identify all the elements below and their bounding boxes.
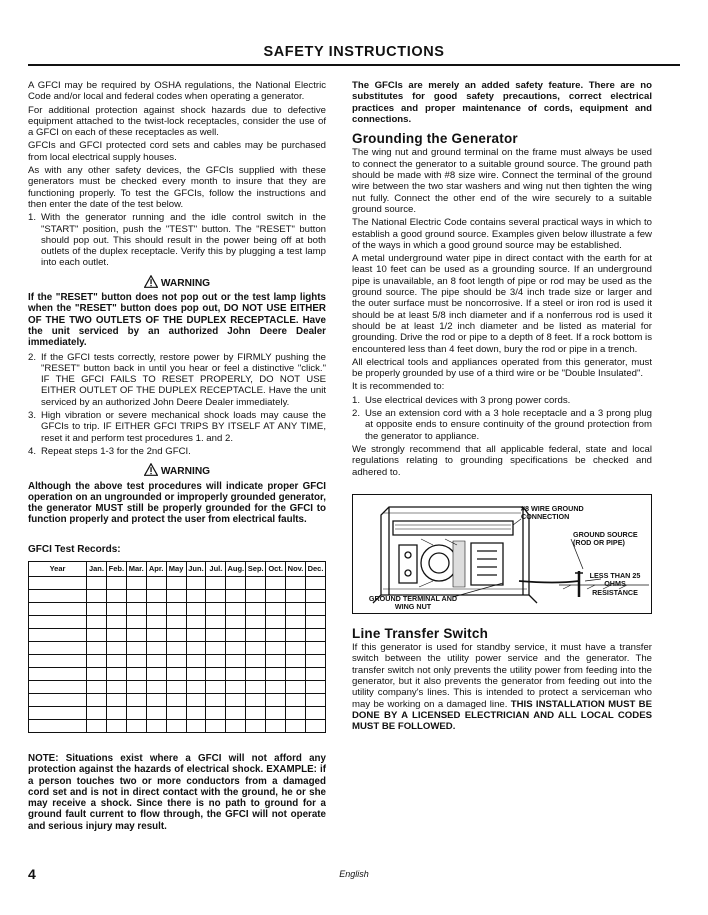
paragraph-transfer: If this generator is used for standby service, it must have a transfer switch between the utility power service and the generator. The transfer switch not only prevents the utility power from feeding into the generator, but it also prevents the generator from feeding out into the utility company's lines. This is intended to protect a serviceman who may be working on a damaged line. THIS INSTALLATION MUST BE DONE BY A LICENSED ELECTRICIAN AND ALL LOCAL CODES MUST BE FOLLOWED.: [352, 642, 652, 733]
record-cell[interactable]: [206, 615, 226, 628]
record-cell[interactable]: [29, 615, 87, 628]
column-header: Jul.: [206, 561, 226, 576]
record-cell[interactable]: [87, 719, 107, 732]
record-cell[interactable]: [29, 576, 87, 589]
record-cell[interactable]: [226, 706, 246, 719]
record-cell[interactable]: [286, 602, 306, 615]
record-cell[interactable]: [29, 693, 87, 706]
table-row: [29, 641, 326, 654]
record-cell[interactable]: [305, 667, 325, 680]
record-cell[interactable]: [206, 641, 226, 654]
record-cell[interactable]: [246, 693, 266, 706]
record-cell[interactable]: [87, 706, 107, 719]
record-cell[interactable]: [126, 667, 146, 680]
page-number: 4: [28, 866, 36, 882]
record-cell[interactable]: [126, 680, 146, 693]
record-cell[interactable]: [166, 589, 186, 602]
record-cell[interactable]: [166, 576, 186, 589]
record-cell[interactable]: [286, 628, 306, 641]
record-cell[interactable]: [146, 667, 166, 680]
title-rule: [28, 64, 680, 66]
test-steps-list: [28, 212, 326, 268]
record-cell[interactable]: [305, 615, 325, 628]
right-column: [352, 80, 652, 734]
column-header: Jan.: [87, 561, 107, 576]
record-cell[interactable]: [87, 654, 107, 667]
record-cell[interactable]: [87, 615, 107, 628]
record-cell[interactable]: [166, 706, 186, 719]
record-cell[interactable]: [106, 680, 126, 693]
column-header: Sep.: [246, 561, 266, 576]
record-cell[interactable]: [146, 576, 166, 589]
paragraph-water-pipe: A metal underground water pipe in direct contact with the earth for at least 10 feet can be used as a grounding source. If an underground pipe is unavailable, an 8 foot length of pipe or rod may be used as the ground source. The pipe should be 3/4 inch trade size or larger and the outer surface must be noncorrosive. If a steel or iron rod is used it should be at least 5/8 inch diameter and if a nonferrous rod is used it should be at least 1/2 inch diameter and be listed as material for grounding. Drive the rod or pipe to a depth of 8 feet. If a rock bottom is encountered less than 4 feet down, bury the rod or pipe in a trench.: [352, 253, 652, 355]
record-cell[interactable]: [206, 706, 226, 719]
record-cell[interactable]: [266, 706, 286, 719]
recommend-list: [352, 395, 652, 442]
record-cell[interactable]: [186, 667, 206, 680]
record-cell[interactable]: [286, 667, 306, 680]
table-row: [29, 589, 326, 602]
record-cell[interactable]: [126, 602, 146, 615]
record-cell[interactable]: [266, 667, 286, 680]
gfci-test-records-table: [28, 561, 326, 733]
table-row: [29, 693, 326, 706]
record-cell[interactable]: [146, 628, 166, 641]
record-cell[interactable]: [246, 589, 266, 602]
record-cell[interactable]: [29, 706, 87, 719]
record-cell[interactable]: [29, 680, 87, 693]
record-cell[interactable]: [106, 706, 126, 719]
warning-heading: WARNING: [28, 275, 326, 289]
record-cell[interactable]: [305, 706, 325, 719]
record-cell[interactable]: [246, 706, 266, 719]
list-item: 2. If the GFCI tests correctly, restore power by FIRMLY pushing the "RESET" button back in until you hear or feel a distinctive "click." IF THE GFCI FAILS TO RESET PROPERLY, DO NOT USE EITHER OUTLET OF THE DUPLEX RECEPTACLE. Have the unit serviced by an authorized John Deere Dealer immediately.: [28, 351, 326, 408]
column-header: Feb.: [106, 561, 126, 576]
record-cell[interactable]: [29, 654, 87, 667]
table-row: [29, 719, 326, 732]
record-cell[interactable]: [186, 680, 206, 693]
column-header: Apr.: [146, 561, 166, 576]
column-header: May: [166, 561, 186, 576]
record-cell[interactable]: [126, 615, 146, 628]
record-cell[interactable]: [146, 654, 166, 667]
record-cell[interactable]: [29, 667, 87, 680]
warning-icon: [144, 275, 158, 288]
record-cell[interactable]: [305, 654, 325, 667]
column-header: Mar.: [126, 561, 146, 576]
record-cell[interactable]: [246, 615, 266, 628]
record-cell[interactable]: [126, 706, 146, 719]
record-cell[interactable]: [146, 641, 166, 654]
record-cell[interactable]: [87, 576, 107, 589]
record-cell[interactable]: [266, 602, 286, 615]
record-cell[interactable]: [87, 628, 107, 641]
section-heading-grounding: Grounding the Generator: [352, 131, 518, 147]
record-cell[interactable]: [226, 719, 246, 732]
record-cell[interactable]: [29, 628, 87, 641]
record-cell[interactable]: [226, 641, 246, 654]
record-cell[interactable]: [226, 628, 246, 641]
record-cell[interactable]: [166, 667, 186, 680]
records-title: GFCI Test Records:: [28, 543, 121, 555]
record-cell[interactable]: [166, 693, 186, 706]
paragraph-regulations: We strongly recommend that all applicable federal, state and local regulations relating to grounding specifications be checked and adhered to.: [352, 443, 652, 478]
record-cell[interactable]: [286, 680, 306, 693]
records-body: [29, 576, 326, 732]
record-cell[interactable]: [305, 693, 325, 706]
paragraph-twist-lock: For additional protection against shock hazards due to defective equipment attached to the twist-lock receptacles, consider the use of a GFCI on each of these receptacles as well.: [28, 104, 326, 139]
test-steps-list-continued: [28, 352, 326, 458]
table-row: [29, 680, 326, 693]
table-row: [29, 654, 326, 667]
record-cell[interactable]: [106, 641, 126, 654]
warning-icon: [144, 463, 158, 476]
record-cell[interactable]: [206, 628, 226, 641]
record-cell[interactable]: [87, 693, 107, 706]
record-cell[interactable]: [226, 667, 246, 680]
record-cell[interactable]: [206, 693, 226, 706]
record-cell[interactable]: [29, 641, 87, 654]
paragraph-nec: The National Electric Code contains several practical ways in which to establish a good ground source. Examples given below illustrate a few of the ways in which a good ground source may be established.: [352, 217, 652, 251]
paragraph-tools: All electrical tools and appliances operated from this generator, must be properly grounded by use of a third wire or be "Double Insulated".: [352, 356, 652, 380]
page-title: SAFETY INSTRUCTIONS: [263, 44, 445, 60]
section-heading-transfer: Line Transfer Switch: [352, 625, 489, 641]
column-header: Jun.: [186, 561, 206, 576]
grounding-figure: [352, 494, 652, 614]
column-header: Oct.: [266, 561, 286, 576]
record-cell[interactable]: [246, 641, 266, 654]
record-cell[interactable]: [305, 680, 325, 693]
ground-terminal-label: GROUND TERMINAL AND WING NUT: [368, 593, 458, 612]
record-cell[interactable]: [206, 576, 226, 589]
record-cell[interactable]: [305, 602, 325, 615]
list-item: 4. Repeat steps 1-3 for the 2nd GFCI.: [28, 445, 191, 457]
record-cell[interactable]: [146, 693, 166, 706]
record-cell[interactable]: [186, 693, 206, 706]
record-cell[interactable]: [146, 615, 166, 628]
record-cell[interactable]: [146, 680, 166, 693]
table-header-row: [29, 561, 326, 576]
paragraph-purchase: GFCIs and GFCI protected cord sets and cables may be purchased from local electrical supply houses.: [28, 140, 326, 163]
list-item: 1. Use electrical devices with 3 prong power cords.: [352, 394, 571, 406]
record-cell[interactable]: [206, 589, 226, 602]
resistance-label: LESS THAN 25 OHMS RESISTANCE: [589, 570, 641, 597]
record-cell[interactable]: [166, 719, 186, 732]
record-cell[interactable]: [146, 602, 166, 615]
record-cell[interactable]: [146, 706, 166, 719]
record-cell[interactable]: [305, 589, 325, 602]
column-header: Dec.: [305, 561, 325, 576]
paragraph-osha: A GFCI may be required by OSHA regulations, the National Electric Code and/or local and federal codes when operating a generator.: [28, 80, 326, 103]
column-header: Year: [29, 561, 87, 576]
warning-text: If the "RESET" button does not pop out or the test lamp lights when the "RESET" button does pop out, DO NOT USE EITHER OF THE TWO OUTLETS OF THE DUPLEX RECEPTACLE. Have the unit serviced by an authorized John Deere Dealer immediately.: [28, 292, 326, 349]
record-cell[interactable]: [246, 576, 266, 589]
ground-source-label: GROUND SOURCE (ROD OR PIPE): [573, 529, 638, 548]
record-cell[interactable]: [106, 602, 126, 615]
record-cell[interactable]: [186, 602, 206, 615]
footer-language: English: [339, 869, 369, 879]
record-cell[interactable]: [286, 615, 306, 628]
record-cell[interactable]: [305, 641, 325, 654]
record-cell[interactable]: [126, 693, 146, 706]
record-cell[interactable]: [186, 641, 206, 654]
record-cell[interactable]: [126, 589, 146, 602]
record-cell[interactable]: [87, 667, 107, 680]
record-cell[interactable]: [126, 628, 146, 641]
record-cell[interactable]: [87, 602, 107, 615]
warning-text: Although the above test procedures will indicate proper GFCI operation on an ungrounded or improperly grounded generator, the generator MUST still be properly grounded for the GFCI to function properly and protect the user from electrical faults.: [28, 480, 326, 526]
warning-heading: WARNING: [28, 463, 326, 477]
table-row: [29, 628, 326, 641]
record-cell[interactable]: [186, 719, 206, 732]
record-cell[interactable]: [166, 628, 186, 641]
record-cell[interactable]: [106, 628, 126, 641]
record-cell[interactable]: [286, 589, 306, 602]
record-cell[interactable]: [106, 589, 126, 602]
record-cell[interactable]: [206, 680, 226, 693]
record-cell[interactable]: [226, 680, 246, 693]
record-cell[interactable]: [286, 654, 306, 667]
record-cell[interactable]: [206, 667, 226, 680]
record-cell[interactable]: [126, 641, 146, 654]
record-cell[interactable]: [206, 602, 226, 615]
record-cell[interactable]: [186, 654, 206, 667]
record-cell[interactable]: [206, 654, 226, 667]
record-cell[interactable]: [186, 589, 206, 602]
left-column: [28, 80, 326, 832]
record-cell[interactable]: [186, 615, 206, 628]
record-cell[interactable]: [266, 693, 286, 706]
record-cell[interactable]: [146, 589, 166, 602]
record-cell[interactable]: [286, 641, 306, 654]
record-cell[interactable]: [87, 589, 107, 602]
table-row: [29, 602, 326, 615]
record-cell[interactable]: [266, 641, 286, 654]
record-cell[interactable]: [246, 602, 266, 615]
record-cell[interactable]: [266, 615, 286, 628]
column-header: Aug.: [226, 561, 246, 576]
table-row: [29, 667, 326, 680]
record-cell[interactable]: [266, 628, 286, 641]
record-cell[interactable]: [166, 641, 186, 654]
record-cell[interactable]: [106, 654, 126, 667]
record-cell[interactable]: [106, 615, 126, 628]
list-item: 3. High vibration or severe mechanical shock loads may cause the GFCIs to trip. IF EITHER GFCI TRIPS BY ITSELF AT ANY TIME, reset it and perform test procedures 1. and 2.: [28, 410, 326, 444]
record-cell[interactable]: [126, 654, 146, 667]
record-cell[interactable]: [87, 680, 107, 693]
record-cell[interactable]: [166, 654, 186, 667]
record-cell[interactable]: [305, 719, 325, 732]
record-cell[interactable]: [126, 719, 146, 732]
record-cell[interactable]: [29, 719, 87, 732]
list-item: 1. With the generator running and the idle control switch in the "START" position, push the "TEST" button. The "RESET" button should pop out. This should result in the power being off at both outlets of the duplex receptacle. Verify this by plugging a test lamp into each outlet.: [28, 212, 326, 269]
record-cell[interactable]: [146, 719, 166, 732]
intro-paragraph: The GFCIs are merely an added safety feature. There are no substitutes for good safety precautions, correct electrical practices and proper maintenance of cords, equipment and connections.: [352, 80, 652, 125]
record-cell[interactable]: [29, 602, 87, 615]
record-cell[interactable]: [186, 576, 206, 589]
record-cell[interactable]: [226, 576, 246, 589]
record-cell[interactable]: [226, 589, 246, 602]
record-cell[interactable]: [266, 654, 286, 667]
record-cell[interactable]: [266, 589, 286, 602]
record-cell[interactable]: [106, 576, 126, 589]
wire-label: #8 WIRE GROUND CONNECTION: [521, 503, 584, 522]
record-cell[interactable]: [166, 615, 186, 628]
record-cell[interactable]: [226, 602, 246, 615]
record-cell[interactable]: [106, 693, 126, 706]
note-paragraph: NOTE: Situations exist where a GFCI will not afford any protection against the hazards of electrical shock. EXAMPLE: if a person touches two or more conductors from a damaged cord set and is not in direct contact with the ground, he or she may receive a shock. Since there is no path to ground for a ground fault current to flow through, the GFCI will not operate and serious injury may result.: [28, 752, 326, 832]
record-cell[interactable]: [166, 602, 186, 615]
record-cell[interactable]: [305, 576, 325, 589]
record-cell[interactable]: [206, 719, 226, 732]
record-cell[interactable]: [29, 589, 87, 602]
record-cell[interactable]: [126, 576, 146, 589]
record-cell[interactable]: [246, 667, 266, 680]
record-cell[interactable]: [286, 576, 306, 589]
table-row: [29, 615, 326, 628]
record-cell[interactable]: [286, 693, 306, 706]
record-cell[interactable]: [286, 706, 306, 719]
record-cell[interactable]: [166, 680, 186, 693]
record-cell[interactable]: [106, 667, 126, 680]
record-cell[interactable]: [186, 628, 206, 641]
record-cell[interactable]: [226, 693, 246, 706]
record-cell[interactable]: [286, 719, 306, 732]
list-item: 2. Use an extension cord with a 3 hole receptacle and a 3 prong plug at opposite ends to ensure continuity of the ground protection from the generator to appliance.: [352, 408, 652, 442]
paragraph-recommended: It is recommended to:: [352, 381, 445, 393]
record-cell[interactable]: [246, 719, 266, 732]
paragraph-wing-nut: The wing nut and ground terminal on the frame must always be used to connect the generator to a suitable ground source. The ground path should be made with #8 size wire. Connect the terminal of the ground wire between the two star washers and wing nut then tighten the wing nut fully. Connect the other end of the wire securely to a suitable ground source.: [352, 147, 652, 215]
record-cell[interactable]: [106, 719, 126, 732]
record-cell[interactable]: [246, 654, 266, 667]
paragraph-monthly-check: As with any other safety devices, the GFCIs supplied with these generators must be checked every month to insure that they are functioning properly. To test the GFCIs, follow the instructions and then enter the date of the test below.: [28, 165, 326, 210]
record-cell[interactable]: [226, 654, 246, 667]
record-cell[interactable]: [266, 719, 286, 732]
record-cell[interactable]: [266, 576, 286, 589]
table-row: [29, 576, 326, 589]
record-cell[interactable]: [226, 615, 246, 628]
record-cell[interactable]: [305, 628, 325, 641]
record-cell[interactable]: [266, 680, 286, 693]
table-row: [29, 706, 326, 719]
record-cell[interactable]: [186, 706, 206, 719]
column-header: Nov.: [286, 561, 306, 576]
record-cell[interactable]: [246, 680, 266, 693]
record-cell[interactable]: [87, 641, 107, 654]
record-cell[interactable]: [246, 628, 266, 641]
